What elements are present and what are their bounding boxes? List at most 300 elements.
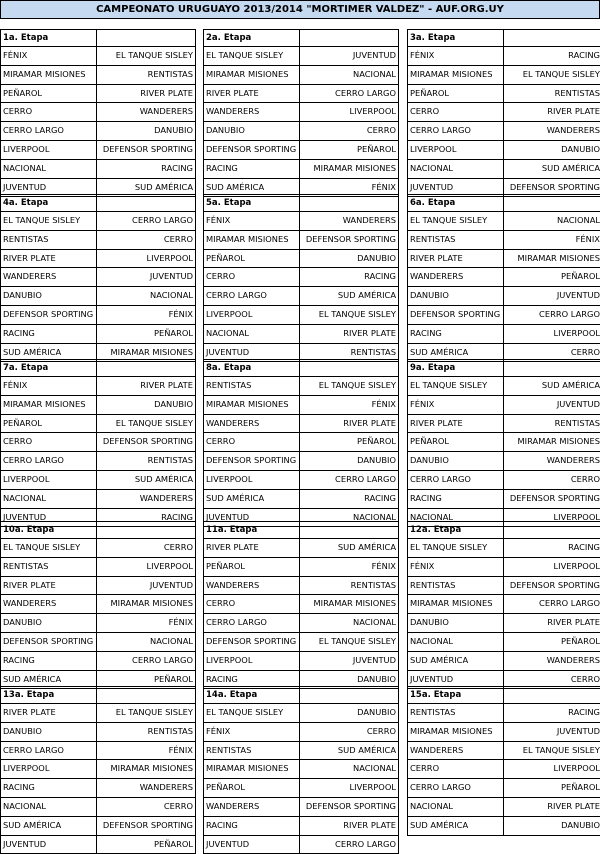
etapa-header <box>1 194 195 211</box>
away-team: WANDERERS <box>546 455 600 466</box>
match-row <box>1 102 195 121</box>
home-team: EL TANQUE SISLEY <box>408 212 504 230</box>
etapa-block <box>407 359 600 527</box>
etapa-header <box>204 359 398 376</box>
away-team: FÉNIX <box>168 617 193 628</box>
match-row <box>408 376 600 395</box>
away-team: CERRO <box>570 346 600 357</box>
match-row <box>408 159 600 178</box>
home-team: RACING <box>204 671 300 689</box>
away-team: PEÑAROL <box>153 838 193 849</box>
match-row <box>408 816 600 835</box>
home-team: DANUBIO <box>1 614 97 632</box>
away-team: PEÑAROL <box>560 635 600 646</box>
away-team: CERRO LARGO <box>132 215 193 225</box>
match-row <box>408 703 600 722</box>
home-team: NACIONAL <box>1 798 97 816</box>
match-row <box>1 557 195 576</box>
home-team: WANDERERS <box>1 268 97 286</box>
away-team: DANUBIO <box>357 707 396 717</box>
match-row <box>1 140 195 159</box>
home-team: RENTISTAS <box>1 231 97 249</box>
home-team: RENTISTAS <box>408 577 504 595</box>
home-team: SUD AMÉRICA <box>408 652 504 670</box>
away-team: NACIONAL <box>149 290 193 301</box>
home-team: CERRO <box>1 433 97 451</box>
away-team: RIVER PLATE <box>140 87 193 98</box>
match-row <box>204 46 398 65</box>
away-team: CERRO LARGO <box>335 838 396 849</box>
home-team: DEFENSOR SPORTING <box>204 452 300 470</box>
away-team: LIVERPOOL <box>553 560 600 571</box>
home-team: JUVENTUD <box>1 509 97 527</box>
home-team: SUD AMÉRICA <box>1 344 97 362</box>
away-team: MIRAMAR MISIONES <box>517 252 600 263</box>
match-row <box>204 102 398 121</box>
etapa-block <box>0 359 196 527</box>
etapa-block <box>0 29 196 197</box>
home-team: NACIONAL <box>1 490 97 508</box>
etapa-block <box>407 521 600 689</box>
home-team: WANDERERS <box>1 595 97 613</box>
away-team: NACIONAL <box>556 215 600 225</box>
match-row <box>408 305 600 324</box>
etapa-header <box>408 29 600 46</box>
away-team: DANUBIO <box>154 398 193 409</box>
match-row <box>408 102 600 121</box>
match-row <box>408 594 600 613</box>
away-team: DANUBIO <box>561 819 600 830</box>
away-team: RACING <box>568 50 600 60</box>
home-team: CERRO LARGO <box>204 287 300 305</box>
away-team: FÉNIX <box>168 308 193 319</box>
away-team: RACING <box>568 542 600 552</box>
match-row <box>408 84 600 103</box>
home-team: EL TANQUE SISLEY <box>204 47 300 65</box>
match-row <box>1 286 195 305</box>
etapa-block <box>203 29 399 197</box>
away-team: FÉNIX <box>371 560 396 571</box>
match-row <box>1 816 195 835</box>
away-team: WANDERERS <box>139 106 193 117</box>
away-team: MIRAMAR MISIONES <box>110 598 193 609</box>
etapa-label: 5a. Etapa <box>204 195 300 211</box>
away-team: LIVERPOOL <box>553 763 600 774</box>
home-team: WANDERERS <box>204 415 300 433</box>
away-team: MIRAMAR MISIONES <box>110 346 193 357</box>
away-team: FÉNIX <box>371 398 396 409</box>
away-team: EL TANQUE SISLEY <box>115 707 193 717</box>
match-row <box>204 121 398 140</box>
away-team: EL TANQUE SISLEY <box>318 308 396 319</box>
match-row <box>1 414 195 433</box>
home-team: JUVENTUD <box>1 179 97 197</box>
home-team: EL TANQUE SISLEY <box>1 539 97 557</box>
away-team: WANDERERS <box>342 215 396 225</box>
away-team: FÉNIX <box>575 233 600 244</box>
match-row <box>204 65 398 84</box>
match-row <box>1 267 195 286</box>
etapa-label: 15a. Etapa <box>408 687 504 703</box>
away-team: RENTISTAS <box>554 87 600 98</box>
home-team: RACING <box>204 817 300 835</box>
home-team: MIRAMAR MISIONES <box>1 396 97 414</box>
away-team: DEFENSOR SPORTING <box>509 181 600 192</box>
match-row <box>1 489 195 508</box>
match-row <box>1 432 195 451</box>
home-team: DEFENSOR SPORTING <box>204 633 300 651</box>
match-row <box>204 211 398 230</box>
match-row <box>204 451 398 470</box>
match-row <box>1 741 195 760</box>
etapa-block <box>203 686 399 854</box>
match-row <box>204 594 398 613</box>
match-row <box>204 651 398 670</box>
away-team: LIVERPOOL <box>146 560 193 571</box>
match-row <box>204 230 398 249</box>
away-team: JUVENTUD <box>352 654 396 665</box>
away-team: NACIONAL <box>352 511 396 522</box>
away-team: MIRAMAR MISIONES <box>517 436 600 447</box>
away-team: CERRO <box>163 233 193 244</box>
match-row <box>408 538 600 557</box>
home-team: RIVER PLATE <box>204 85 300 103</box>
away-team: RIVER PLATE <box>343 417 396 428</box>
match-row <box>1 376 195 395</box>
match-row <box>1 722 195 741</box>
home-team: RACING <box>1 779 97 797</box>
etapa-header <box>408 194 600 211</box>
home-team: LIVERPOOL <box>204 471 300 489</box>
home-team: PEÑAROL <box>408 433 504 451</box>
away-team: CERRO <box>570 473 600 484</box>
match-row <box>204 538 398 557</box>
home-team: FÉNIX <box>408 558 504 576</box>
home-team: SUD AMÉRICA <box>1 817 97 835</box>
away-team: NACIONAL <box>352 68 396 79</box>
home-team: LIVERPOOL <box>1 141 97 159</box>
etapa-label: 12a. Etapa <box>408 522 504 538</box>
home-team: FÉNIX <box>204 212 300 230</box>
match-row <box>204 470 398 489</box>
match-row <box>408 432 600 451</box>
etapa-header <box>1 686 195 703</box>
etapa-label: 14a. Etapa <box>204 687 300 703</box>
away-team: JUVENTUD <box>352 50 396 60</box>
match-row <box>1 230 195 249</box>
match-row <box>408 741 600 760</box>
home-team: SUD AMÉRICA <box>408 817 504 835</box>
etapa-label: 2a. Etapa <box>204 30 300 46</box>
away-team: CERRO LARGO <box>335 87 396 98</box>
home-team: PEÑAROL <box>204 779 300 797</box>
match-row <box>204 159 398 178</box>
away-team: RIVER PLATE <box>547 800 600 811</box>
home-team: MIRAMAR MISIONES <box>204 66 300 84</box>
etapa-block <box>0 194 196 362</box>
etapa-block <box>0 686 196 854</box>
away-team: RENTISTAS <box>147 455 193 466</box>
match-row <box>204 395 398 414</box>
home-team: RACING <box>1 652 97 670</box>
home-team: DANUBIO <box>408 287 504 305</box>
home-team: WANDERERS <box>204 103 300 121</box>
match-row <box>408 759 600 778</box>
away-team: RIVER PLATE <box>547 617 600 628</box>
match-row <box>1 249 195 268</box>
match-row <box>1 778 195 797</box>
match-row <box>204 613 398 632</box>
etapa-label: 11a. Etapa <box>204 522 300 538</box>
match-row <box>408 286 600 305</box>
away-team: JUVENTUD <box>556 290 600 301</box>
home-team: DANUBIO <box>408 614 504 632</box>
away-team: SUD AMÉRICA <box>541 162 600 173</box>
away-team: RACING <box>568 707 600 717</box>
home-team: DANUBIO <box>408 452 504 470</box>
home-team: JUVENTUD <box>408 179 504 197</box>
home-team: WANDERERS <box>408 268 504 286</box>
home-team: RENTISTAS <box>204 377 300 395</box>
home-team: DEFENSOR SPORTING <box>1 633 97 651</box>
away-team: DANUBIO <box>357 455 396 466</box>
home-team: MIRAMAR MISIONES <box>408 723 504 741</box>
match-row <box>408 211 600 230</box>
home-team: NACIONAL <box>204 325 300 343</box>
away-team: CERRO <box>570 673 600 684</box>
match-row <box>408 230 600 249</box>
away-team: DEFENSOR SPORTING <box>509 492 600 503</box>
etapa-block <box>407 194 600 362</box>
home-team: WANDERERS <box>204 577 300 595</box>
etapa-header <box>204 686 398 703</box>
match-row <box>204 489 398 508</box>
etapa-block <box>407 29 600 197</box>
home-team: NACIONAL <box>408 798 504 816</box>
away-team: PEÑAROL <box>153 327 193 338</box>
etapa-header <box>408 359 600 376</box>
match-row <box>1 159 195 178</box>
away-team: PEÑAROL <box>560 782 600 793</box>
away-team: EL TANQUE SISLEY <box>522 68 600 79</box>
home-team: CERRO <box>408 103 504 121</box>
etapa-label: 8a. Etapa <box>204 360 300 376</box>
home-team: EL TANQUE SISLEY <box>204 704 300 722</box>
home-team: LIVERPOOL <box>1 471 97 489</box>
home-team: EL TANQUE SISLEY <box>408 377 504 395</box>
match-row <box>204 797 398 816</box>
away-team: RENTISTAS <box>350 346 396 357</box>
away-team: DEFENSOR SPORTING <box>509 579 600 590</box>
match-row <box>204 741 398 760</box>
home-team: DANUBIO <box>1 287 97 305</box>
match-row <box>204 816 398 835</box>
home-team: SUD AMÉRICA <box>1 671 97 689</box>
away-team: RACING <box>364 271 396 282</box>
etapa-block <box>0 521 196 689</box>
home-team: LIVERPOOL <box>204 652 300 670</box>
home-team: PEÑAROL <box>1 85 97 103</box>
match-row <box>1 576 195 595</box>
etapa-header <box>408 686 600 703</box>
match-row <box>1 651 195 670</box>
home-team: DANUBIO <box>204 122 300 140</box>
away-team: EL TANQUE SISLEY <box>115 417 193 428</box>
away-team: CERRO <box>366 125 396 136</box>
away-team: PEÑAROL <box>153 673 193 684</box>
away-team: RACING <box>161 162 193 173</box>
etapa-label: 3a. Etapa <box>408 30 504 46</box>
away-team: DEFENSOR SPORTING <box>305 233 396 244</box>
home-team: RENTISTAS <box>408 704 504 722</box>
away-team: RENTISTAS <box>554 417 600 428</box>
away-team: LIVERPOOL <box>349 782 396 793</box>
home-team: PEÑAROL <box>204 558 300 576</box>
away-team: EL TANQUE SISLEY <box>318 635 396 646</box>
home-team: CERRO LARGO <box>204 614 300 632</box>
match-row <box>1 121 195 140</box>
away-team: MIRAMAR MISIONES <box>110 763 193 774</box>
home-team: LIVERPOOL <box>408 141 504 159</box>
match-row <box>204 84 398 103</box>
away-team: DANUBIO <box>154 125 193 136</box>
home-team: CERRO LARGO <box>408 122 504 140</box>
match-row <box>1 211 195 230</box>
away-team: RIVER PLATE <box>140 380 193 390</box>
home-team: FÉNIX <box>408 47 504 65</box>
match-row <box>204 576 398 595</box>
away-team: FÉNIX <box>168 744 193 755</box>
match-row <box>408 722 600 741</box>
home-team: RENTISTAS <box>1 558 97 576</box>
home-team: CERRO <box>204 268 300 286</box>
match-row <box>408 613 600 632</box>
match-row <box>408 249 600 268</box>
match-row <box>1 538 195 557</box>
home-team: RIVER PLATE <box>1 704 97 722</box>
away-team: MIRAMAR MISIONES <box>313 598 396 609</box>
home-team: MIRAMAR MISIONES <box>204 396 300 414</box>
home-team: CERRO <box>204 595 300 613</box>
match-row <box>408 65 600 84</box>
match-row <box>408 267 600 286</box>
away-team: CERRO <box>366 725 396 736</box>
away-team: CERRO <box>163 800 193 811</box>
match-row <box>408 121 600 140</box>
match-row <box>408 395 600 414</box>
match-row <box>1 470 195 489</box>
match-row <box>408 557 600 576</box>
home-team: FÉNIX <box>408 396 504 414</box>
home-team: EL TANQUE SISLEY <box>1 212 97 230</box>
away-team: NACIONAL <box>352 617 396 628</box>
home-team: WANDERERS <box>408 742 504 760</box>
etapa-block <box>203 359 399 527</box>
away-team: JUVENTUD <box>149 271 193 282</box>
away-team: WANDERERS <box>546 654 600 665</box>
away-team: SUD AMÉRICA <box>337 542 396 552</box>
home-team: CERRO <box>1 103 97 121</box>
match-row <box>408 451 600 470</box>
match-row <box>408 470 600 489</box>
away-team: EL TANQUE SISLEY <box>318 380 396 390</box>
etapa-label: 10a. Etapa <box>1 522 97 538</box>
home-team: WANDERERS <box>204 798 300 816</box>
match-row <box>1 703 195 722</box>
away-team: PEÑAROL <box>560 271 600 282</box>
home-team: CERRO <box>408 760 504 778</box>
match-row <box>1 613 195 632</box>
home-team: PEÑAROL <box>1 415 97 433</box>
match-row <box>1 759 195 778</box>
home-team: NACIONAL <box>408 160 504 178</box>
away-team: DEFENSOR SPORTING <box>102 819 193 830</box>
match-row <box>204 140 398 159</box>
away-team: JUVENTUD <box>149 579 193 590</box>
match-row <box>1 632 195 651</box>
etapa-label: 6a. Etapa <box>408 195 504 211</box>
home-team: NACIONAL <box>1 160 97 178</box>
etapa-header <box>408 521 600 538</box>
away-team: RENTISTAS <box>147 68 193 79</box>
home-team: JUVENTUD <box>1 836 97 854</box>
away-team: JUVENTUD <box>556 398 600 409</box>
etapa-header <box>1 521 195 538</box>
away-team: SUD AMÉRICA <box>134 181 193 192</box>
etapa-label: 1a. Etapa <box>1 30 97 46</box>
etapa-header <box>204 29 398 46</box>
away-team: CERRO LARGO <box>132 654 193 665</box>
match-row <box>408 140 600 159</box>
away-team: EL TANQUE SISLEY <box>115 50 193 60</box>
away-team: JUVENTUD <box>556 725 600 736</box>
match-row <box>408 324 600 343</box>
etapa-header <box>1 359 195 376</box>
home-team: RACING <box>408 325 504 343</box>
away-team: RACING <box>161 511 193 522</box>
match-row <box>204 305 398 324</box>
home-team: PEÑAROL <box>408 85 504 103</box>
away-team: MIRAMAR MISIONES <box>313 162 396 173</box>
home-team: MIRAMAR MISIONES <box>204 231 300 249</box>
away-team: EL TANQUE SISLEY <box>522 744 600 755</box>
match-row <box>408 632 600 651</box>
away-team: SUD AMÉRICA <box>541 380 600 390</box>
away-team: CERRO LARGO <box>539 598 600 609</box>
home-team: CERRO LARGO <box>408 779 504 797</box>
away-team: WANDERERS <box>139 492 193 503</box>
home-team: CERRO LARGO <box>1 742 97 760</box>
away-team: FÉNIX <box>371 181 396 192</box>
home-team: PEÑAROL <box>204 250 300 268</box>
away-team: RIVER PLATE <box>343 819 396 830</box>
match-row <box>204 414 398 433</box>
match-row <box>1 797 195 816</box>
home-team: MIRAMAR MISIONES <box>204 760 300 778</box>
match-row <box>1 305 195 324</box>
match-row <box>204 267 398 286</box>
away-team: RACING <box>364 492 396 503</box>
away-team: DANUBIO <box>357 673 396 684</box>
home-team: DANUBIO <box>1 723 97 741</box>
match-row <box>408 414 600 433</box>
match-row <box>204 722 398 741</box>
etapa-header <box>204 194 398 211</box>
home-team: RENTISTAS <box>204 742 300 760</box>
home-team: CERRO <box>204 433 300 451</box>
match-row <box>408 797 600 816</box>
home-team: SUD AMÉRICA <box>204 179 300 197</box>
